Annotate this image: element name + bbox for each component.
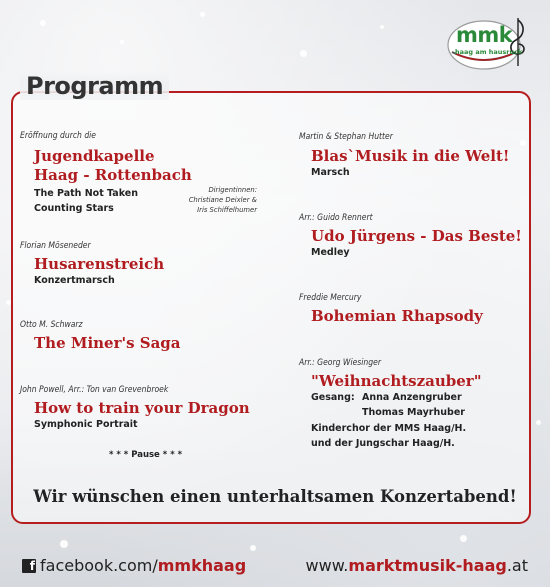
- credit-bohemian: Freddie Mercury: [299, 293, 362, 303]
- facebook-link[interactable]: [22, 556, 246, 575]
- singer-anna: Anna Anzengruber: [362, 392, 462, 403]
- conductors-label: Dirigentinnen:: [208, 186, 257, 194]
- closing-wish: Wir wünschen einen unterhaltsamen Konzertabend!: [33, 487, 517, 506]
- website-main: marktmusik-haag: [348, 556, 507, 575]
- title-weihnachtszauber: "Weihnachtszauber": [311, 372, 482, 390]
- detail-symphonic-portrait: Symphonic Portrait: [34, 419, 138, 430]
- title-husarenstreich: Husarenstreich: [34, 255, 165, 273]
- gesang-label: Gesang:: [311, 392, 355, 403]
- detail-marsch: Marsch: [311, 167, 350, 178]
- facebook-handle: mmkhaag: [157, 556, 247, 575]
- title-miners-saga: The Miner's Saga: [34, 334, 181, 352]
- singer-thomas: Thomas Mayrhuber: [362, 407, 465, 418]
- website-prefix: www.: [305, 556, 349, 575]
- facebook-prefix: facebook.com/: [40, 556, 158, 575]
- title-jugendkapelle-2: Haag - Rottenbach: [34, 166, 192, 184]
- credit-dragon: John Powell, Arr.: Ton van Grevenbroek: [20, 385, 169, 395]
- facebook-icon: f: [22, 559, 36, 573]
- title-blasmusik: Blas`Musik in die Welt!: [311, 147, 510, 165]
- website-link[interactable]: [306, 556, 528, 575]
- credit-miners-saga: Otto M. Schwarz: [20, 320, 83, 330]
- detail-konzertmarsch: Konzertmarsch: [34, 275, 115, 286]
- detail-path-not-taken: The Path Not Taken: [34, 188, 138, 199]
- title-jugendkapelle-1: Jugendkapelle: [34, 147, 155, 165]
- credit-udo: Arr.: Guido Rennert: [299, 213, 373, 223]
- title-dragon: How to train your Dragon: [34, 399, 250, 417]
- title-bohemian: Bohemian Rhapsody: [311, 307, 483, 325]
- logo-subtext: haag am hausruck: [455, 48, 523, 56]
- website-suffix: .at: [506, 556, 528, 575]
- logo-text: mmk: [456, 23, 513, 47]
- pause-marker: * * * Pause * * *: [109, 450, 183, 460]
- title-udo: Udo Jürgens - Das Beste!: [311, 227, 522, 245]
- credit-blasmusik: Martin & Stephan Hutter: [299, 132, 393, 142]
- credit-weihnachtszauber: Arr.: Georg Wiesinger: [299, 358, 381, 368]
- mmk-logo: [446, 14, 532, 76]
- detail-medley: Medley: [311, 247, 350, 258]
- detail-jungschar: und der Jungschar Haag/H.: [311, 438, 455, 449]
- conductors-names-2: Iris Schiffelhumer: [197, 206, 257, 214]
- detail-kinderchor: Kinderchor der MMS Haag/H.: [311, 423, 467, 434]
- credit-jugendkapelle: Eröffnung durch die: [20, 131, 97, 141]
- conductors-names-1: Christiane Deixler &: [188, 196, 257, 204]
- detail-counting-stars: Counting Stars: [34, 203, 114, 214]
- credit-husarenstreich: Florian Möseneder: [20, 241, 91, 251]
- panel-title: Programm: [20, 72, 169, 100]
